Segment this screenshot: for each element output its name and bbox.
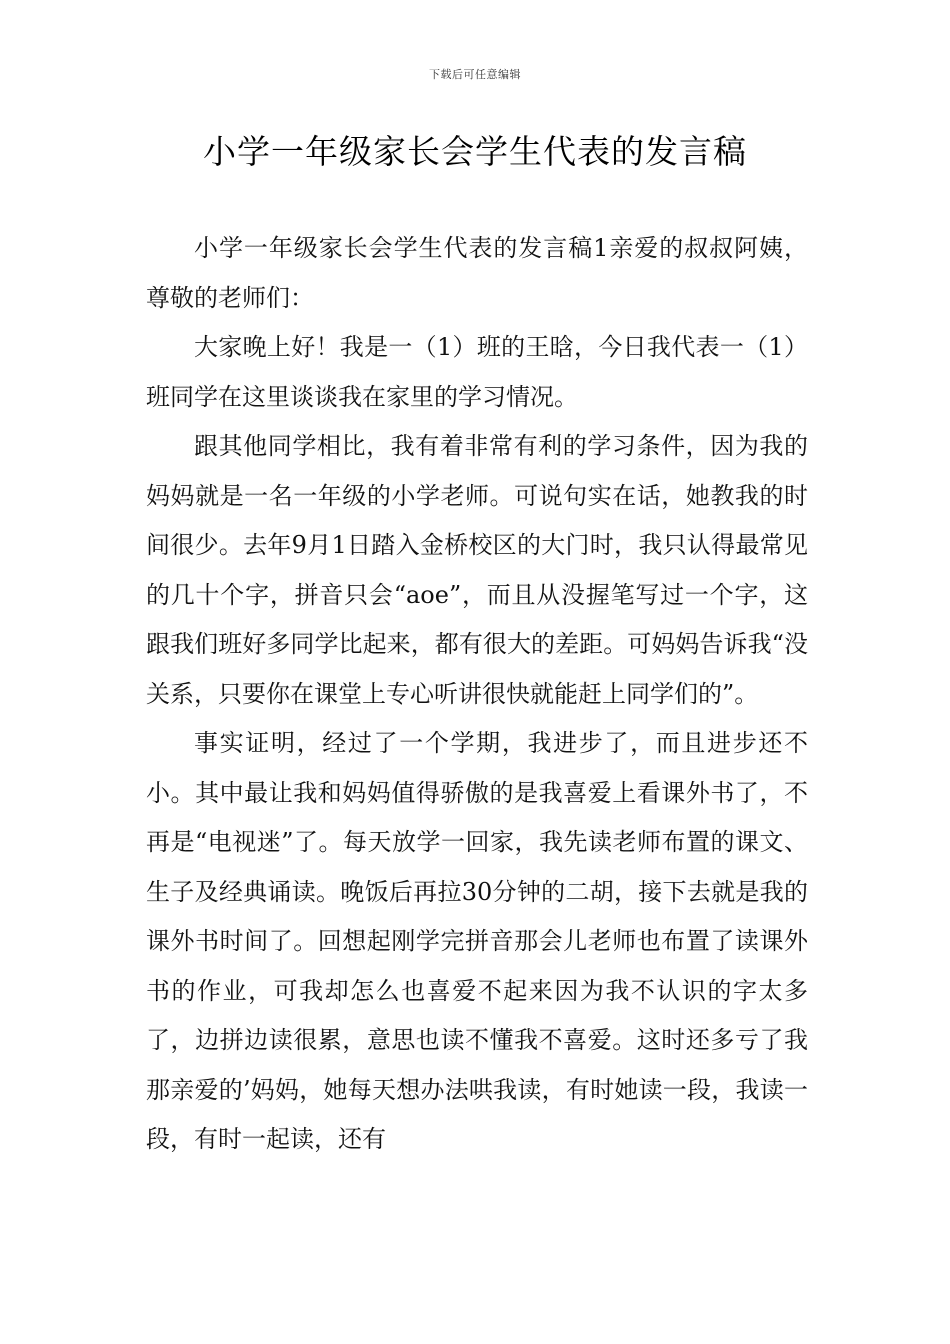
paragraph-3: 跟其他同学相比，我有着非常有利的学习条件，因为我的妈妈就是一名一年级的小学老师。可说句实在话，她教我的时间很少。去年9月1日踏入金桥校区的大门时，我只认得最常见的几十个字，拼音只会“aoe”，而且从没握笔写过一个字，这跟我们班好多同学比起来，都有很大的差距。可妈妈告诉我“没关系，只要你在课堂上专心听讲很快就能赶上同学们的”。 [146,432,808,708]
paragraph-2: 大家晚上好！我是一（1）班的王晗，今日我代表一（1）班同学在这里谈谈我在家里的学习情况。 [146,333,808,411]
document-title: 小学一年级家长会学生代表的发言稿 [203,132,747,171]
header-note: 下载后可任意编辑 [429,68,521,81]
document-body [146,224,808,1165]
paragraph-4: 事实证明，经过了一个学期，我进步了，而且进步还不小。其中最让我和妈妈值得骄傲的是我喜爱上看课外书了，不再是“电视迷”了。每天放学一回家，我先读老师布置的课文、生子及经典诵读。晚饭后再拉30分钟的二胡，接下去就是我的课外书时间了。回想起刚学完拼音那会儿老师也布置了读课外书的作业，可我却怎么也喜爱不起来因为我不认识的字太多了，边拼边读很累，意思也读不懂我不喜爱。这时还多亏了我那亲爱的’妈妈，她每天想办法哄我读，有时她读一段，我读一段，有时一起读，还有 [146,729,808,1153]
paragraph-1: 小学一年级家长会学生代表的发言稿1亲爱的叔叔阿姨，尊敬的老师们： [146,234,808,312]
